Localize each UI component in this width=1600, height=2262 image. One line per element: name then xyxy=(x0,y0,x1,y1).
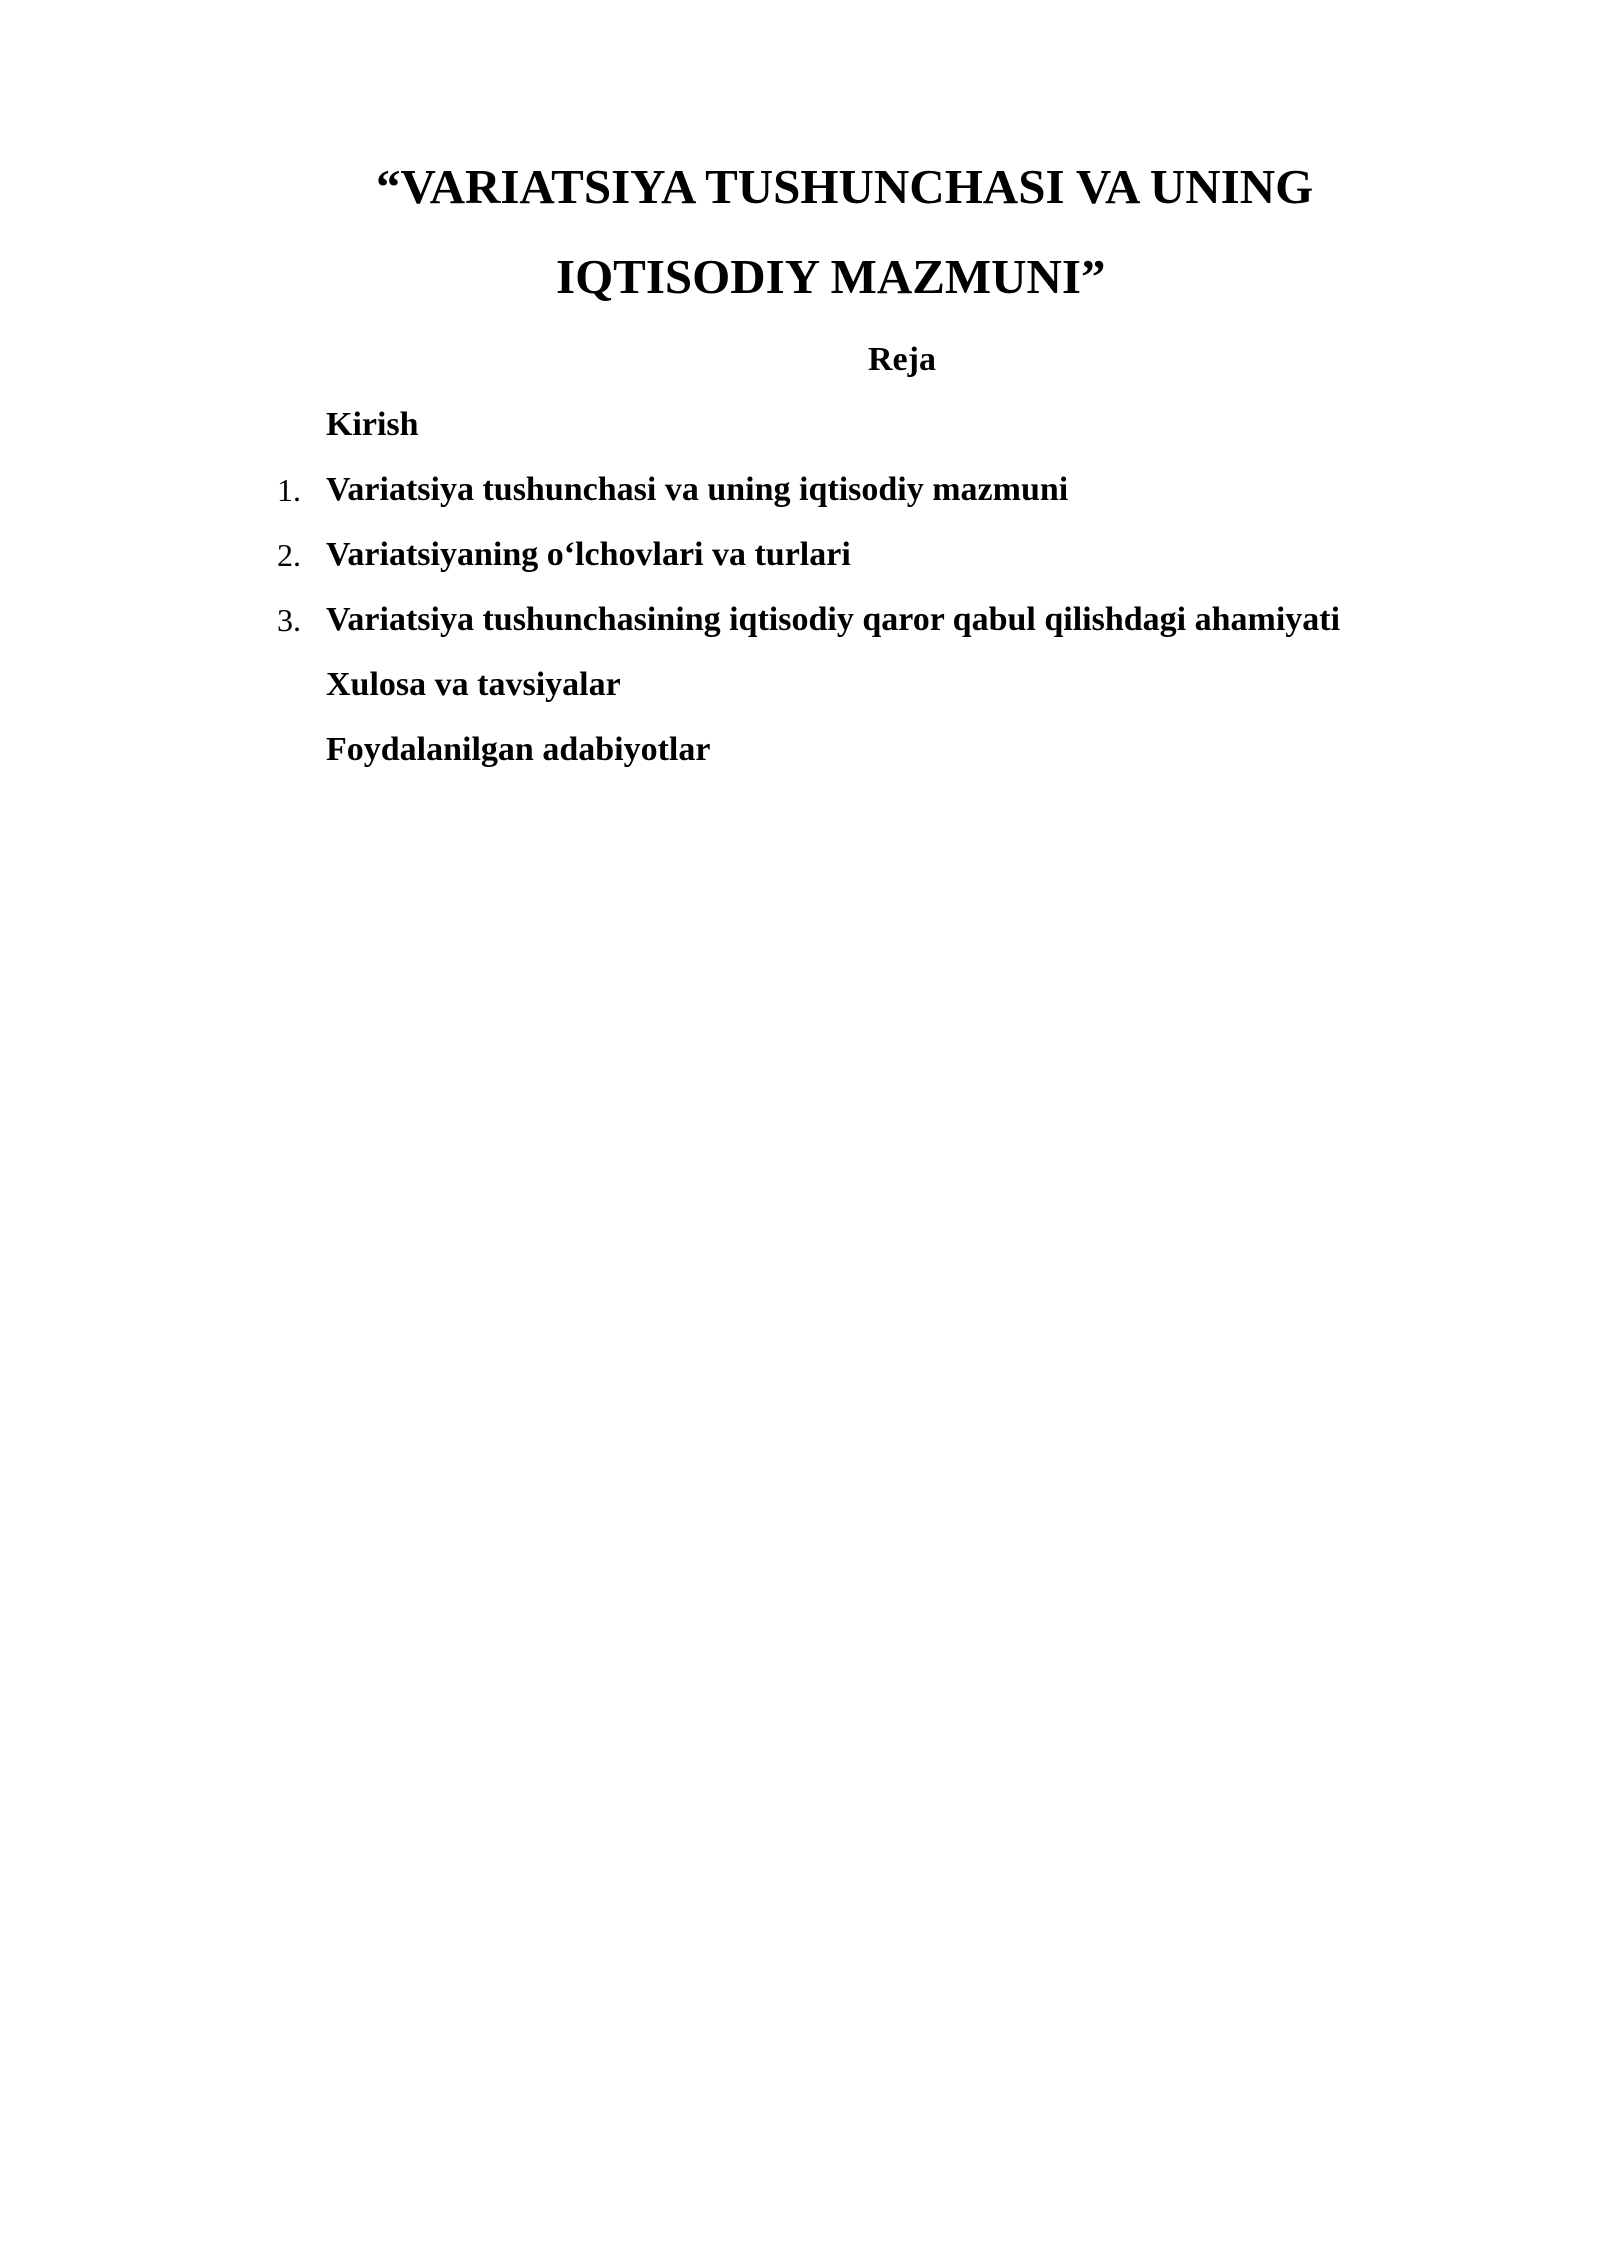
plan-item: Variatsiya tushunchasining iqtisodiy qaror qabul qilishdagi ahamiyati xyxy=(326,601,1341,638)
plan-item-number: 3. xyxy=(277,602,301,638)
plan-references: Foydalanilgan adabiyotlar xyxy=(326,731,711,768)
plan-item-number: 1. xyxy=(277,472,301,508)
document-title-line-1: “VARIATSIYA TUSHUNCHASI VA UNING xyxy=(376,159,1314,214)
plan-intro: Kirish xyxy=(326,406,419,443)
plan-item: Variatsiya tushunchasi va uning iqtisodiy mazmuni xyxy=(326,471,1069,508)
plan-item-number: 2. xyxy=(277,537,301,573)
plan-item: Variatsiyaning o‘lchovlari va turlari xyxy=(326,536,851,573)
plan-conclusion: Xulosa va tavsiyalar xyxy=(326,666,621,703)
document-title-line-2: IQTISODIY MAZMUNI” xyxy=(556,249,1106,304)
plan-heading: Reja xyxy=(868,341,936,378)
